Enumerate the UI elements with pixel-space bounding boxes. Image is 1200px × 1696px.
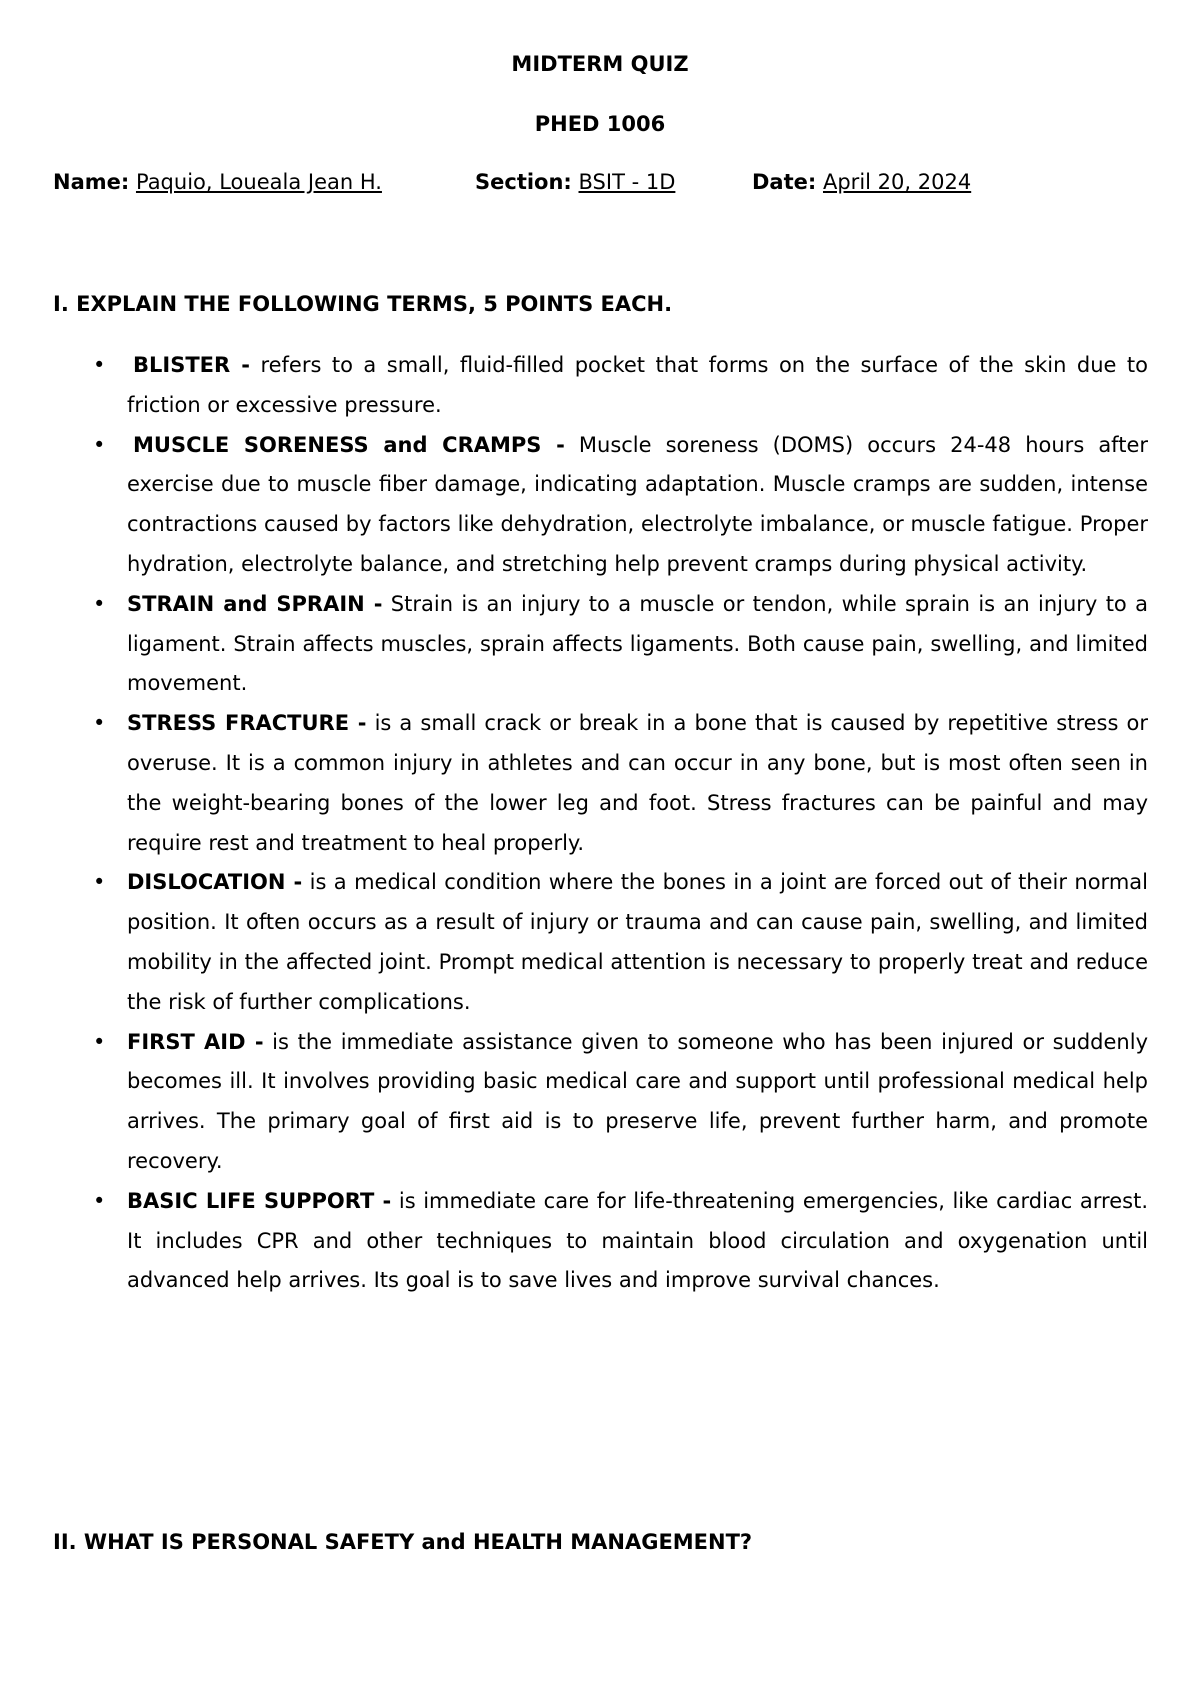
section-1-heading: I. EXPLAIN THE FOLLOWING TERMS, 5 POINTS EACH.	[53, 292, 673, 316]
term-item-basic-life-support	[0, 1182, 1200, 1301]
student-name-field	[53, 170, 382, 200]
term-definition: refers to a small, fluid-filled pocket that forms on the surface of the skin due to friction or excessive pressure.	[127, 353, 1148, 417]
term-item-muscle-soreness	[0, 426, 1200, 585]
bullet-icon: •	[93, 591, 106, 616]
name-value: Paquio, Loueala Jean H.	[135, 170, 382, 194]
term-name: FIRST AID -	[127, 1029, 264, 1054]
section-label: Section:	[475, 170, 572, 194]
term-name: STRESS FRACTURE -	[127, 711, 367, 736]
bullet-icon: •	[93, 711, 106, 736]
term-name: DISLOCATION -	[127, 870, 303, 895]
term-item-first-aid	[0, 1023, 1200, 1182]
term-name: BLISTER -	[133, 353, 250, 377]
section-field	[475, 170, 675, 200]
date-label: Date:	[752, 170, 817, 194]
term-definition: Strain is an injury to a muscle or tendon, while sprain is an injury to a ligament. Strain affects muscles, sprain affects ligaments. Both cause pain, swelling, and limited movement.	[127, 591, 1149, 696]
term-name: MUSCLE SORENESS and CRAMPS -	[133, 432, 565, 457]
bullet-icon: •	[93, 432, 106, 457]
term-definition: Muscle soreness (DOMS) occurs 24-48 hours after exercise due to muscle fiber damage, indicating adaptation. Muscle cramps are sudden, intense contractions caused by factors like dehydration, electrolyte imbalance, or muscle fatigue. Proper hydration, electrolyte balance, and stretching help prevent cramps during physical activity.	[127, 432, 1148, 576]
term-definition: is a small crack or break in a bone that is caused by repetitive stress or overuse. It is a common injury in athletes and can occur in any bone, but is most often seen in the weight-bearing bones of the lower leg and foot. Stress fractures can be painful and may require rest and treatment to heal properly.	[127, 711, 1149, 855]
date-value: April 20, 2024	[822, 170, 972, 194]
term-item-blister	[0, 346, 1200, 426]
bullet-icon: •	[93, 1188, 106, 1213]
bullet-icon: •	[93, 1029, 106, 1054]
section-value: BSIT - 1D	[578, 170, 676, 194]
term-item-strain-sprain	[0, 585, 1200, 704]
term-definition: is immediate care for life-threatening emergencies, like cardiac arrest. It includes CPR and other techniques to maintain blood circulation and oxygenation until advanced help arrives. Its goal is to save lives and improve survival chances.	[127, 1188, 1148, 1293]
bullet-icon: •	[93, 870, 106, 895]
term-item-dislocation	[0, 863, 1200, 1022]
terms-list	[0, 346, 1200, 1301]
term-name: STRAIN and SPRAIN -	[127, 591, 383, 616]
term-item-stress-fracture	[0, 704, 1200, 863]
term-definition: is a medical condition where the bones in a joint are forced out of their normal position. It often occurs as a result of injury or trauma and can cause pain, swelling, and limited mobility in the affected joint. Prompt medical attention is necessary to properly treat and reduce the risk of further complications.	[127, 870, 1148, 1014]
quiz-title: MIDTERM QUIZ	[511, 52, 689, 76]
term-name: BASIC LIFE SUPPORT -	[127, 1188, 392, 1213]
section-2-heading: II. WHAT IS PERSONAL SAFETY and HEALTH MANAGEMENT?	[53, 1530, 753, 1554]
course-code: PHED 1006	[534, 112, 666, 136]
name-label: Name:	[53, 170, 130, 194]
bullet-icon: •	[93, 353, 106, 377]
date-field	[752, 170, 971, 200]
term-definition: is the immediate assistance given to someone who has been injured or suddenly becomes ill. It involves providing basic medical care and support until professional medical help arrives. The primary goal of first aid is to preserve life, prevent further harm, and promote recovery.	[127, 1029, 1148, 1173]
